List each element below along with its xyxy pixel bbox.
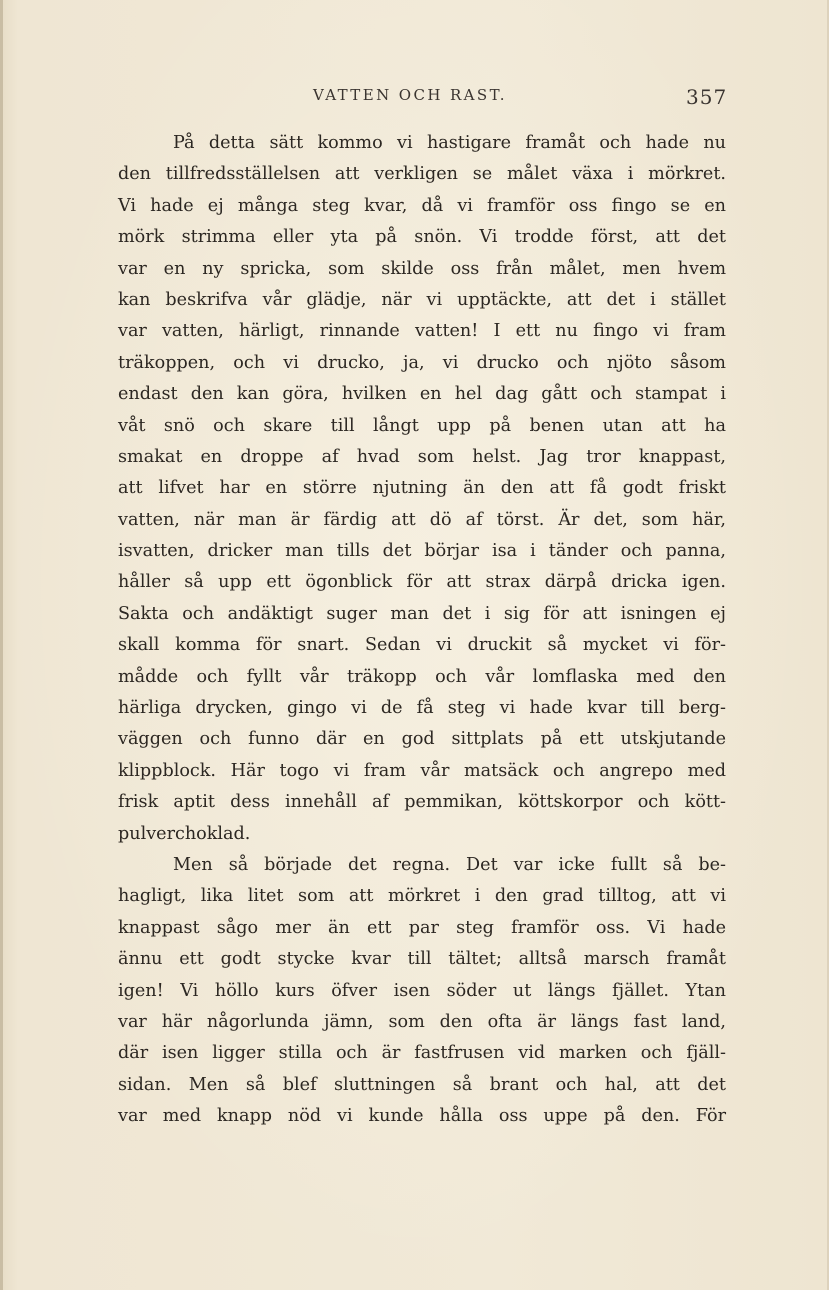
running-header — [0, 86, 829, 110]
text-line: Men så började det regna. Det var icke fullt så be- — [173, 854, 726, 875]
text-line: håller så upp ett ögonblick för att strax därpå dricka igen. — [118, 572, 726, 593]
text-line: hagligt, lika litet som att mörkret i den grad tilltog, att vi — [118, 886, 726, 907]
text-line: där isen ligger stilla och är fastfrusen vid marken och fjäll- — [118, 1043, 726, 1064]
text-line: träkoppen, och vi drucko, ja, vi drucko och njöto såsom — [118, 352, 726, 373]
text-line: endast den kan göra, hvilken en hel dag gått och stampat i — [118, 384, 726, 405]
text-line: skall komma för snart. Sedan vi druckit så mycket vi för- — [118, 635, 726, 656]
text-line: knappast sågo mer än ett par steg framför oss. Vi hade — [118, 917, 726, 938]
text-line: På detta sätt kommo vi hastigare framåt och hade nu — [173, 133, 726, 153]
text-line: våt snö och skare till långt upp på benen utan att ha — [118, 415, 726, 436]
text-line: klippblock. Här togo vi fram vår matsäck och angrepo med — [118, 760, 726, 781]
text-line: pulverchoklad. — [118, 823, 251, 844]
text-line: igen! Vi höllo kurs öfver isen söder ut längs fjället. Ytan — [118, 980, 726, 1001]
text-line: var en ny spricka, som skilde oss från målet, men hvem — [118, 258, 726, 279]
text-line: väggen och funno där en god sittplats på ett utskjutande — [118, 729, 726, 750]
text-line: var med knapp nöd vi kunde hålla oss uppe på den. För — [118, 1106, 726, 1127]
page-left-edge — [0, 0, 3, 1290]
body-text — [118, 128, 726, 1133]
text-line: isvatten, dricker man tills det börjar isa i tänder och panna, — [118, 541, 726, 562]
text-line: vatten, när man är färdig att dö af törst. Är det, som här, — [118, 509, 726, 530]
text-line: att lifvet har en större njutning än den att få godt friskt — [118, 478, 726, 499]
text-line: mörk strimma eller yta på snön. Vi trodde först, att det — [118, 227, 726, 248]
text-line: härliga drycken, gingo vi de få steg vi hade kvar till berg- — [118, 698, 726, 719]
text-line: den tillfredsställelsen att verkligen se målet växa i mörkret. — [118, 164, 726, 185]
text-line: var här någorlunda jämn, som den ofta är längs fast land, — [118, 1011, 726, 1032]
text-line: var vatten, härligt, rinnande vatten! I ett nu fingo vi fram — [118, 321, 726, 342]
text-line: kan beskrifva vår glädje, när vi upptäckte, att det i stället — [118, 289, 726, 310]
running-title: VATTEN OCH RAST. — [313, 86, 507, 104]
text-line: ännu ett godt stycke kvar till tältet; alltså marsch framåt — [118, 949, 726, 970]
page-number: 357 — [686, 85, 728, 109]
text-line: frisk aptit dess innehåll af pemmikan, köttskorpor och kött- — [118, 792, 726, 813]
text-line: Vi hade ej många steg kvar, då vi framför oss fingo se en — [118, 195, 726, 216]
text-line: mådde och fyllt vår träkopp och vår lomflaska med den — [118, 666, 726, 687]
text-line: Sakta och andäktigt suger man det i sig för att isningen ej — [118, 603, 726, 624]
text-line: sidan. Men så blef sluttningen så brant och hal, att det — [118, 1074, 726, 1095]
text-line: smakat en droppe af hvad som helst. Jag tror knappast, — [118, 446, 726, 467]
